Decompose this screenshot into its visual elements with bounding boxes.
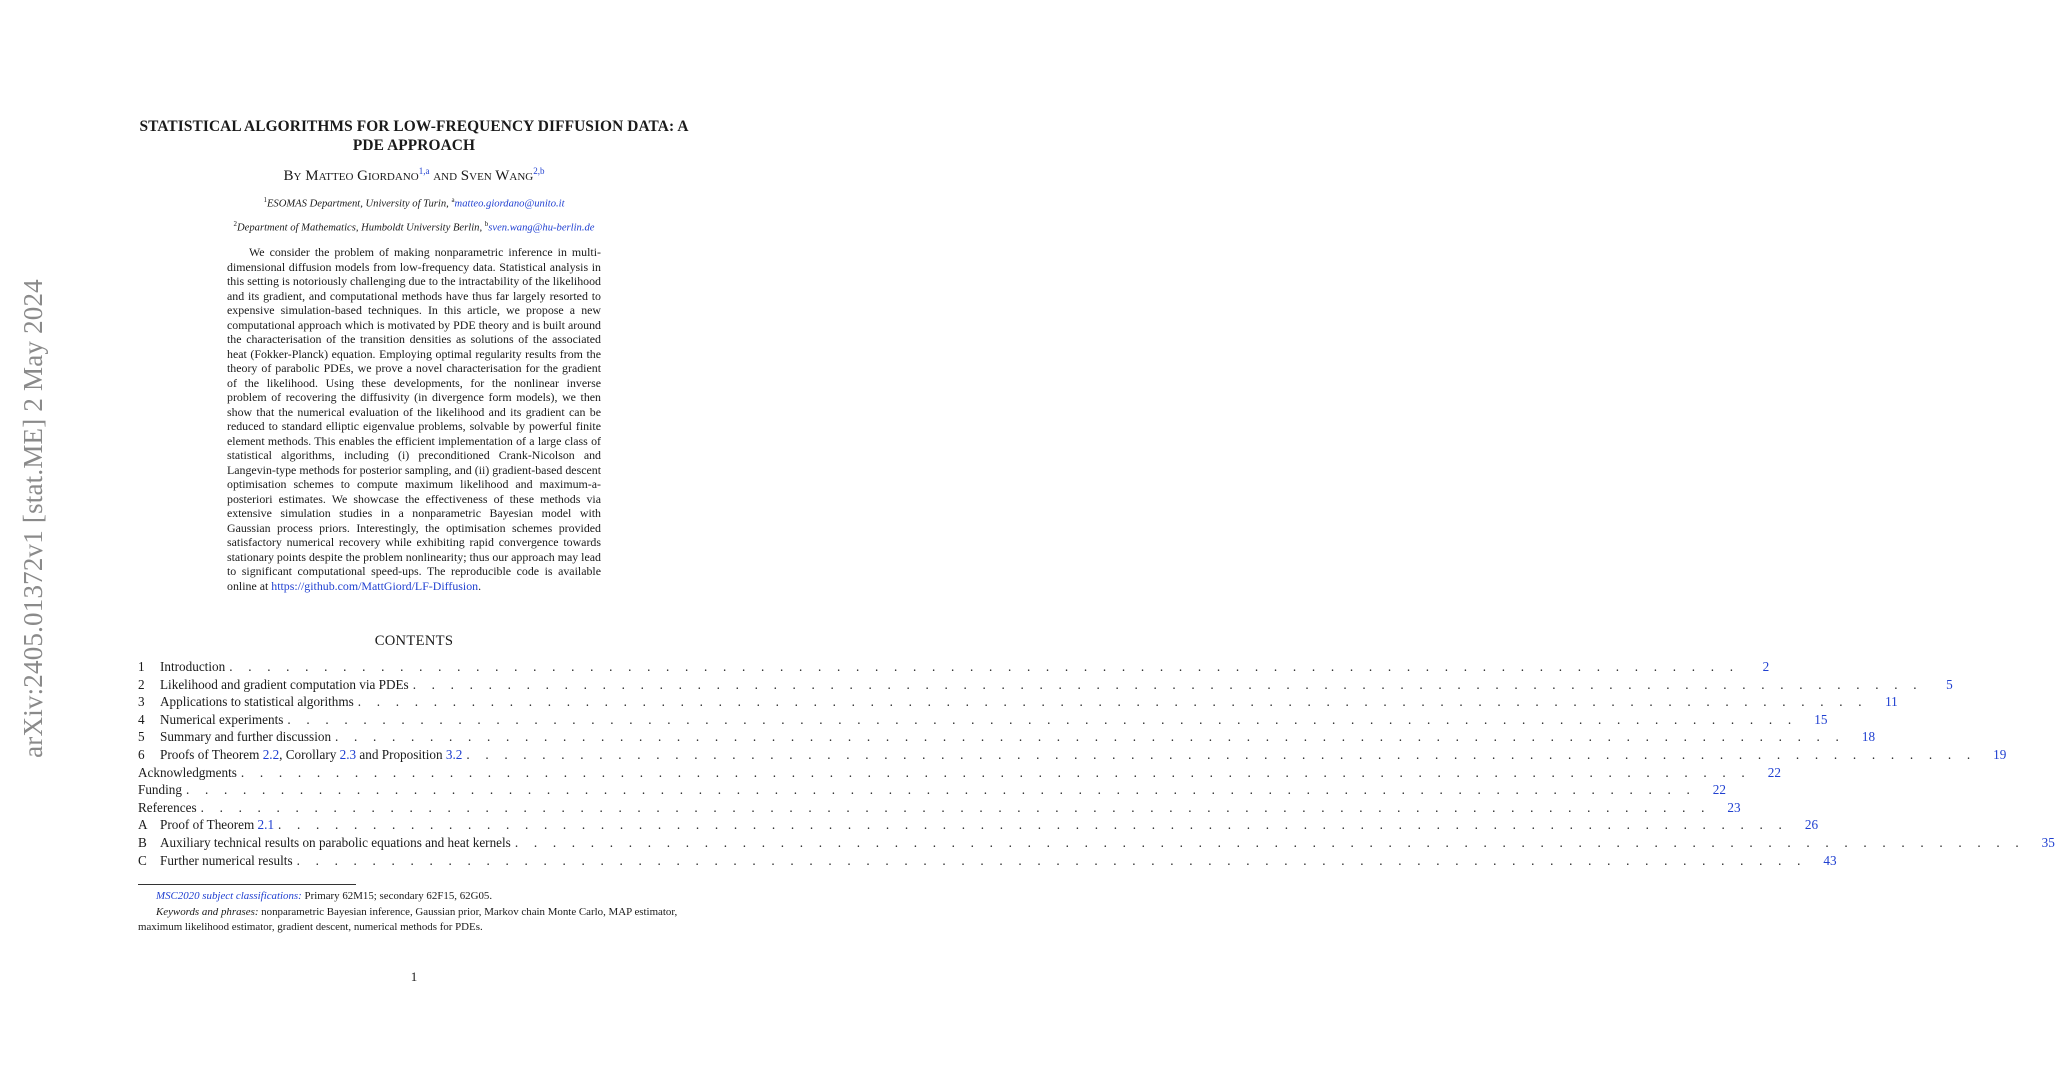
toc-leader-dots: . . . . . . . . . . . . . . . . . . . . . . . . . . . . . . . . . . . . . . . . . . . . . . . . . . . . . . . . . . . . . . . . . . . . . . . . . . . . . . . . bbox=[357, 694, 1868, 710]
author-2-affil-mark[interactable]: 2,b bbox=[533, 166, 545, 176]
toc-entry[interactable] bbox=[138, 711, 1828, 729]
author-1-affil-mark[interactable]: 1,a bbox=[418, 166, 430, 176]
toc-entry[interactable] bbox=[138, 816, 1819, 834]
toc-title-text: References bbox=[138, 799, 197, 815]
toc-entry-number: 3 bbox=[138, 694, 145, 710]
abstract-text: We consider the problem of making nonparametric inference in multi-dimensional diffusion models from low-frequency data. Statistical analysis in this setting is notoriously challenging due to the intractability of the likelihood and its gradient, and computational methods have thus far largely resorted to expensive simulation-based techniques. In this article, we propose a new computational approach which is motivated by PDE theory and is built around the characterisation of the transition densities as solutions of the associated heat (Fokker-Planck) equation. Employing optimal regularity results from the theory of parabolic PDEs, we prove a novel characterisation for the gradient of the likelihood. Using these developments, for the nonlinear inverse problem of recovering the diffusivity (in divergence form models), we then show that the numerical evaluation of the likelihood and its gradient can be reduced to standard elliptic eigenvalue problems, solvable by powerful finite element methods. This enables the efficient implementation of a large class of statistical algorithms, including (i) preconditioned Crank-Nicolson and Langevin-type methods for posterior sampling, and (ii) gradient-based descent optimisation schemes to compute maximum likelihood and maximum-a-posteriori estimates. We showcase the effectiveness of these methods via extensive simulation studies in a nonparametric Bayesian model with Gaussian process priors. Interestingly, the optimisation schemes provided satisfactory numerical recovery while exhibiting rapid convergence towards stationary points despite the problem nonlinearity; thus our approach may lead to significant computational speed-ups. The reproducible code is available online at bbox=[227, 245, 601, 593]
affiliation-1 bbox=[138, 196, 690, 210]
toc-entry-title bbox=[138, 764, 237, 782]
toc-title-text: Applications to statistical algorithms bbox=[160, 694, 354, 710]
affiliation-1-email-link[interactable]: matteo.giordano@unito.it bbox=[454, 198, 565, 210]
toc-page-link[interactable]: 22 bbox=[1767, 764, 1781, 780]
toc-leader-dots: . . . . . . . . . . . . . . . . . . . . . . . . . . . . . . . . . . . . . . . . . . . . . . . . . . . . . . . . . . . . . . . . . . . . . . . . . . . . . . . . bbox=[335, 729, 1846, 745]
arxiv-identifier bbox=[2, 268, 64, 768]
toc-cross-reference-link[interactable]: 3.2 bbox=[445, 746, 463, 762]
toc-page-link[interactable]: 26 bbox=[1804, 817, 1819, 833]
author-2-name: Sven Wang bbox=[460, 168, 534, 184]
toc-entry-number: B bbox=[138, 834, 147, 850]
msc-text: Primary 62M15; secondary 62F15, 62G05. bbox=[301, 890, 493, 902]
toc-entry-title bbox=[160, 658, 225, 676]
arxiv-identifier-text: arXiv:2405.01372v1 [stat.ME] 2 May 2024 bbox=[17, 278, 48, 758]
toc-entry-title bbox=[138, 781, 182, 799]
toc-page-link[interactable]: 11 bbox=[1885, 694, 1898, 710]
toc-leader-dots: . . . . . . . . . . . . . . . . . . . . . . . . . . . . . . . . . . . . . . . . . . . . . . . . . . . . . . . . . . . . . . . . . . . . . . . . . . . . . . . . bbox=[296, 852, 1807, 868]
abstract-end: . bbox=[478, 578, 482, 593]
toc-entry[interactable] bbox=[138, 746, 2007, 764]
author-1-name: Matteo Giordano bbox=[305, 168, 419, 184]
toc-title-text: Introduction bbox=[160, 659, 226, 674]
affiliation-2-email-link[interactable]: sven.wang@hu-berlin.de bbox=[488, 222, 595, 234]
toc-page-link[interactable]: 5 bbox=[1946, 676, 1953, 692]
toc-leader-dots: . . . . . . . . . . . . . . . . . . . . . . . . . . . . . . . . . . . . . . . . . . . . . . . . . . . . . . . . . . . . . . . . . . . . . . . . . . . . . . . . bbox=[200, 799, 1711, 815]
toc-leader-dots: . . . . . . . . . . . . . . . . . . . . . . . . . . . . . . . . . . . . . . . . . . . . . . . . . . . . . . . . . . . . . . . . . . . . . . . . . . . . . . . . bbox=[466, 746, 1977, 762]
toc-entry-title bbox=[160, 693, 354, 711]
keywords-footnote bbox=[138, 905, 690, 935]
toc-page-link[interactable]: 23 bbox=[1727, 799, 1741, 815]
toc-leader-dots: . . . . . . . . . . . . . . . . . . . . . . . . . . . . . . . . . . . . . . . . . . . . . . . . . . . . . . . . . . . . . . . . . . . . . . . . . . . . . . . . bbox=[287, 711, 1798, 727]
contents-heading: CONTENTS bbox=[374, 633, 454, 649]
paper-title: STATISTICAL ALGORITHMS FOR LOW-FREQUENCY DIFFUSION DATA: A PDE APPROACH bbox=[139, 118, 689, 154]
toc-entry-title bbox=[138, 799, 197, 817]
and-word: and bbox=[433, 168, 458, 184]
toc-page-link[interactable]: 18 bbox=[1861, 729, 1876, 745]
toc-entry-title bbox=[160, 816, 274, 834]
keywords-label: Keywords and phrases: bbox=[156, 906, 259, 918]
toc-entry-number: 6 bbox=[138, 746, 145, 762]
toc-page-link[interactable]: 19 bbox=[1993, 746, 2007, 762]
toc-entry-number: 4 bbox=[138, 711, 145, 727]
keywords-text: nonparametric Bayesian inference, Gaussian prior, Markov chain Monte Carlo, MAP estimator, maximum likelihood estimator, gradient descent, numerical methods for PDEs. bbox=[138, 906, 678, 933]
toc-title-text: Further numerical results bbox=[160, 852, 293, 868]
toc-entry[interactable] bbox=[138, 693, 1898, 711]
toc-leader-dots: . . . . . . . . . . . . . . . . . . . . . . . . . . . . . . . . . . . . . . . . . . . . . . . . . . . . . . . . . . . . . . . . . . . . . . . . . . . . . . . . bbox=[514, 834, 2025, 850]
toc-cross-reference-link[interactable]: 2.1 bbox=[257, 817, 275, 833]
toc-title-text: Acknowledgments bbox=[138, 764, 237, 780]
toc-page-link[interactable]: 22 bbox=[1712, 782, 1726, 798]
msc-label-link[interactable]: MSC2020 subject classifications: bbox=[156, 890, 302, 902]
toc-title-text: Funding bbox=[138, 782, 182, 798]
toc-title-text: Summary and further discussion bbox=[160, 729, 332, 745]
toc-entry[interactable] bbox=[138, 658, 1770, 676]
toc-title-text: Likelihood and gradient computation via PDEs bbox=[160, 676, 409, 692]
toc-entry-number: 1 bbox=[138, 659, 145, 674]
affiliation-2 bbox=[138, 220, 690, 234]
toc-page-link[interactable]: 43 bbox=[1823, 852, 1837, 868]
footnote-rule bbox=[138, 884, 356, 885]
toc-entry-number: A bbox=[138, 817, 148, 833]
toc-entry-title bbox=[160, 676, 409, 694]
affiliation-1-text: ESOMAS Department, University of Turin, bbox=[266, 198, 452, 210]
affiliation-2-text: Department of Mathematics, Humboldt University Berlin, bbox=[237, 222, 485, 234]
toc-entry-title bbox=[160, 711, 283, 729]
toc-entry[interactable] bbox=[138, 781, 1726, 799]
toc-entry-title bbox=[160, 834, 511, 852]
toc-entry-number: 5 bbox=[138, 729, 145, 745]
toc-page-link[interactable]: 35 bbox=[2041, 834, 2055, 850]
toc-entry[interactable] bbox=[138, 728, 1876, 746]
toc-leader-dots: . . . . . . . . . . . . . . . . . . . . . . . . . . . . . . . . . . . . . . . . . . . . . . . . . . . . . . . . . . . . . . . . . . . . . . . . . . . . . . . . bbox=[185, 782, 1696, 798]
affiliation-1-number: 1 bbox=[263, 196, 267, 204]
affiliation-2-email-mark: b bbox=[484, 220, 489, 228]
toc-entry-title bbox=[160, 728, 331, 746]
toc-leader-dots: . . . . . . . . . . . . . . . . . . . . . . . . . . . . . . . . . . . . . . . . . . . . . . . . . . . . . . . . . . . . . . . . . . . . . . . . . . . . . . . . bbox=[278, 817, 1789, 833]
toc-leader-dots: . . . . . . . . . . . . . . . . . . . . . . . . . . . . . . . . . . . . . . . . . . . . . . . . . . . . . . . . . . . . . . . . . . . . . . . . . . . . . . . . bbox=[240, 764, 1751, 780]
toc-leader-dots: . . . . . . . . . . . . . . . . . . . . . . . . . . . . . . . . . . . . . . . . . . . . . . . . . . . . . . . . . . . . . . . . . . . . . . . . . . . . . . . . bbox=[412, 676, 1923, 692]
msc-footnote bbox=[138, 889, 690, 904]
toc-entry[interactable] bbox=[138, 852, 1837, 870]
toc-cross-reference-link[interactable]: 2.2 bbox=[262, 746, 280, 762]
toc-leader-dots: . . . . . . . . . . . . . . . . . . . . . . . . . . . . . . . . . . . . . . . . . . . . . . . . . . . . . . . . . . . . . . . . . . . . . . . . . . . . . . . . bbox=[229, 659, 1740, 674]
page-number: 1 bbox=[410, 969, 418, 984]
toc-title-text: Proofs of Theorem bbox=[160, 746, 263, 762]
by-word: By bbox=[283, 168, 302, 184]
toc-entry-number: 2 bbox=[138, 676, 145, 692]
affiliation-1-email-mark: a bbox=[451, 196, 455, 204]
author-line bbox=[138, 166, 690, 185]
toc-cross-reference-link[interactable]: 2.3 bbox=[339, 746, 357, 762]
toc-entry-title bbox=[160, 852, 293, 870]
toc-title-text: Proof of Theorem bbox=[160, 817, 258, 833]
toc-title-text: Auxiliary technical results on parabolic equations and heat kernels bbox=[160, 834, 511, 850]
toc-entry-title bbox=[160, 746, 462, 764]
toc-entry[interactable] bbox=[138, 799, 1741, 817]
toc-page-link[interactable]: 2 bbox=[1762, 659, 1770, 674]
toc-entry[interactable] bbox=[138, 764, 1781, 782]
toc-entry-number: C bbox=[138, 852, 147, 868]
code-repository-link[interactable]: https://github.com/MattGiord/LF-Diffusion bbox=[271, 578, 479, 593]
toc-page-link[interactable]: 15 bbox=[1814, 711, 1828, 727]
toc-title-text: , Corollary bbox=[279, 746, 340, 762]
toc-title-text: and Proposition bbox=[356, 746, 446, 762]
abstract bbox=[227, 245, 601, 593]
toc-entry[interactable] bbox=[138, 834, 2055, 852]
toc-entry[interactable] bbox=[138, 676, 1953, 694]
affiliation-2-number: 2 bbox=[233, 220, 237, 228]
table-of-contents bbox=[138, 658, 2055, 869]
toc-title-text: Numerical experiments bbox=[160, 711, 284, 727]
